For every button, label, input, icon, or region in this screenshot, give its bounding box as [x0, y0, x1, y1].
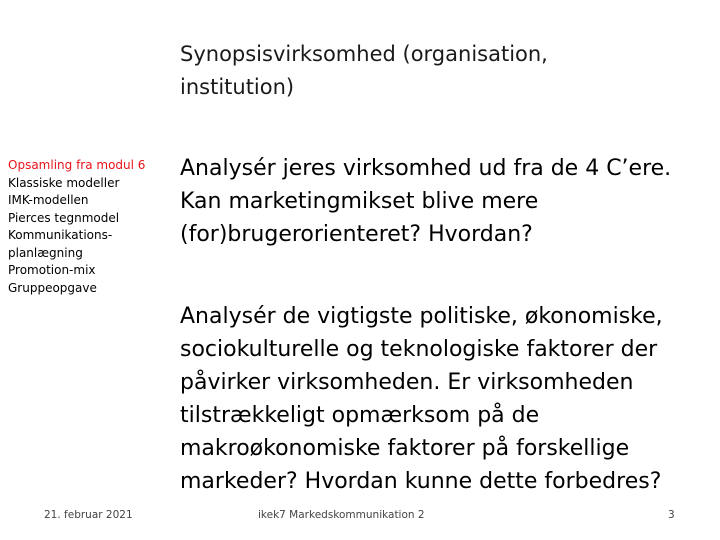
- slide-title-line: Synopsisvirksomhed (organisation,: [180, 42, 548, 66]
- footer-course-title: ikek7 Markedskommunikation 2: [258, 509, 425, 521]
- body-line: Analysér de vigtigste politiske, økonomiske,: [180, 304, 663, 329]
- sidebar-item: Gruppeopgave: [8, 280, 97, 295]
- body-line: Kan marketingmikset blive mere: [180, 189, 539, 214]
- sidebar-item: planlægning: [8, 245, 83, 260]
- body-line: (for)brugerorienteret? Hvordan?: [180, 222, 533, 247]
- footer-page-number: 3: [668, 509, 675, 521]
- body-line: tilstrækkeligt opmærksom på de: [180, 403, 540, 428]
- footer-date: 21. februar 2021: [44, 509, 133, 521]
- sidebar-item: Pierces tegnmodel: [8, 210, 120, 225]
- body-line: makroøkonomiske faktorer på forskellige: [180, 436, 630, 461]
- body-line: påvirker virksomheden. Er virksomheden: [180, 370, 634, 395]
- slide-title-line: institution): [180, 75, 295, 99]
- sidebar-item: IMK-modellen: [8, 193, 89, 207]
- body-line: sociokulturelle og teknologiske faktorer der: [180, 337, 658, 362]
- sidebar-item: Klassiske modeller: [8, 175, 120, 190]
- sidebar-item: Promotion-mix: [8, 263, 96, 277]
- body-line: Analysér jeres virksomhed ud fra de 4 C’ere.: [180, 156, 672, 181]
- sidebar-agenda: [8, 157, 173, 297]
- sidebar-heading: Opsamling fra modul 6: [8, 158, 146, 172]
- body-paragraph-2: [180, 300, 705, 498]
- sidebar-item: Kommunikations-: [8, 228, 113, 242]
- body-line: markeder? Hvordan kunne dette forbedres?: [180, 469, 662, 494]
- slide-title: [180, 38, 700, 104]
- body-paragraph-1: [180, 152, 705, 251]
